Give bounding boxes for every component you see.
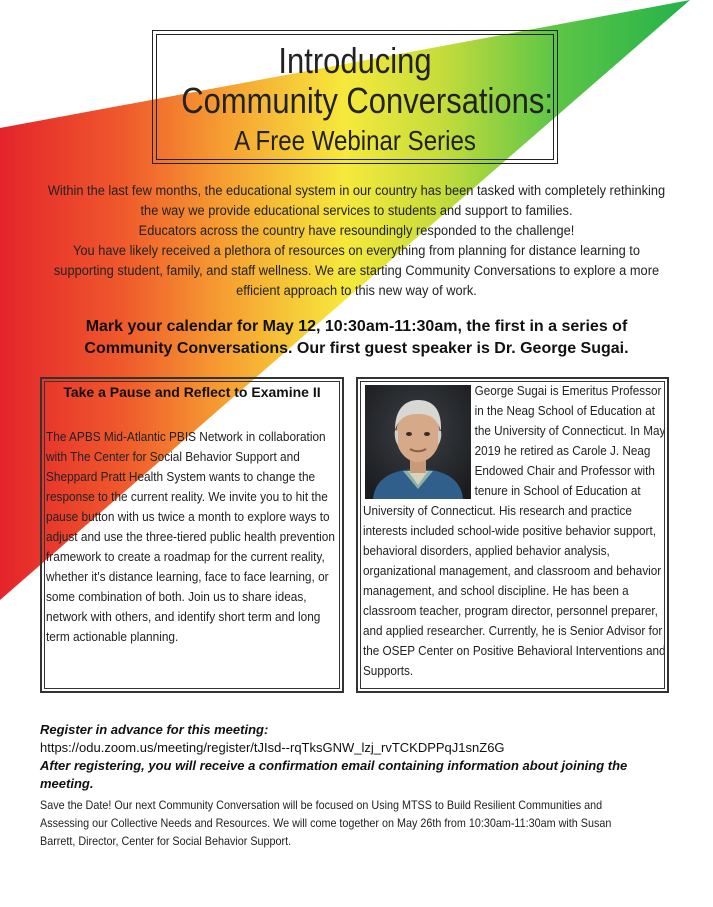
title-line-introducing: Introducing [278, 40, 432, 81]
calendar-line-2: Community Conversations. Our first guest speaker is Dr. George Sugai. [84, 340, 629, 357]
title-line-webinar-series: A Free Webinar Series [234, 125, 476, 156]
pause-reflect-body: The APBS Mid-Atlantic PBIS Network in collaboration with The Center for Social Behavior Support and Sheppard Pratt Health System wants to change the response to the current reality. We invite you to hit the pause button with us twice a month to explore ways to adjust and use the three-tiered public health prevention framework to create a roadmap for the current reality, whether it's distance learning, face to face learning, or some combination of both. Join us to share ideas, network with others, and identify short term and long term actionable planning. [46, 430, 335, 644]
speaker-photo [365, 385, 471, 499]
pause-reflect-box [40, 377, 344, 693]
register-link[interactable]: https://odu.zoom.us/meeting/register/tJIsd--rqTksGNW_lzj_rvTCKDPPqJ1snZ6G [40, 740, 505, 755]
intro-paragraph-3: You have likely received a plethora of resources on everything from planning for distance learning to supporting student, family, and staff wellness. We are starting Community Conversations to explore a more efficient approach to this new way of work. [53, 243, 660, 298]
intro-paragraph-2: Educators across the country have resoundingly responded to the challenge! [138, 223, 575, 238]
title-frame [152, 30, 558, 164]
register-heading: Register in advance for this meeting: [40, 722, 269, 737]
pause-reflect-heading: Take a Pause and Reflect to Examine II [63, 384, 321, 400]
save-the-date-note: Save the Date! Our next Community Conversation will be focused on Using MTSS to Build Resilient Communities and Assessing our Collective Needs and Resources. We will come together on May 26th from 10:30am-11:30am with Susan Barrett, Director, Center for Social Behavior Support. [40, 799, 612, 848]
title-line-community-conversations: Community Conversations: [181, 80, 553, 121]
calendar-line-1: Mark your calendar for May 12, 10:30am-11:30am, the first in a series of [85, 318, 628, 335]
registration-section [40, 721, 680, 793]
speaker-bio-box [356, 377, 669, 693]
intro-text [46, 181, 666, 301]
speaker-bio-text: George Sugai is Emeritus Professor in the Neag School of Education at the University of Connecticut. In May 2019 he retired as Carole J. Neag Endowed Chair and Professor with tenure in School of Education at University of Connecticut. His research and practice interests included school-wide positive behavior support, behavioral disorders, applied behavior analysis, organizational management, and classroom and behavior management, and school discipline. He has been a classroom teacher, program director, personnel preparer, and applied researcher. Currently, he is Senior Advisor for the OSEP Center on Positive Behavioral Interventions and Supports. [363, 384, 666, 678]
register-confirmation-note: After registering, you will receive a confirmation email containing information about joining the meeting. [40, 758, 628, 791]
calendar-announcement [35, 316, 678, 360]
intro-paragraph-1: Within the last few months, the educational system in our country has been tasked with completely rethinking the way we provide educational services to students and support to families. [47, 183, 666, 218]
